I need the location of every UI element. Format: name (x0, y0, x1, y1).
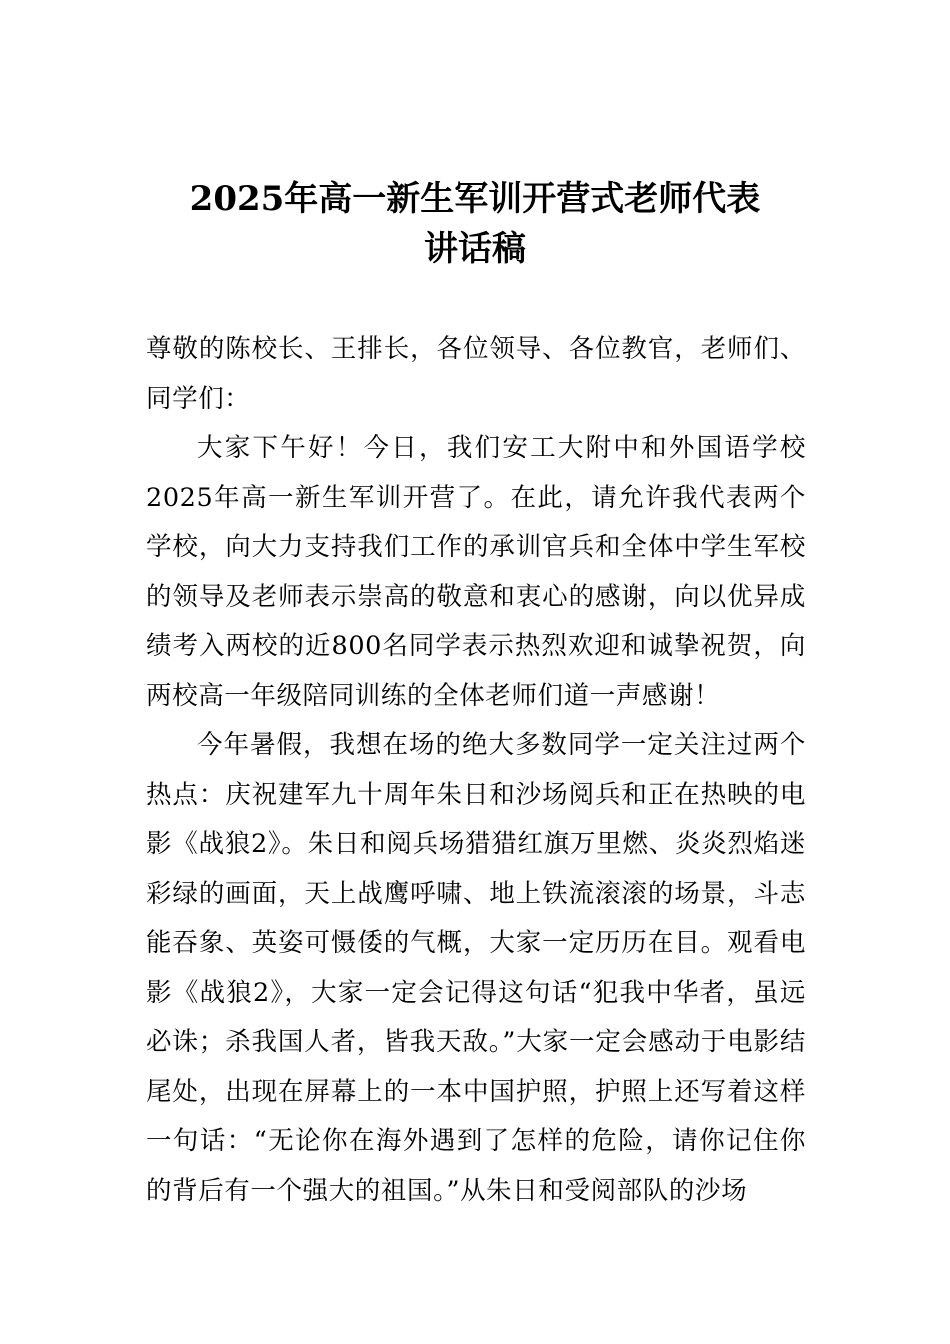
paragraph-1: 大家下午好！今日，我们安工大附中和外国语学校2025年高一新生军训开营了。在此，请允许我代表两个学校，向大力支持我们工作的承训官兵和全体中学生军校的领导及老师表示崇高的敬意和衷心的感谢，向以优异成绩考入两校的近800名同学表示热烈欢迎和诚挚祝贺，向两校高一年级陪同训练的全体老师们道一声感谢！ (146, 433, 806, 711)
paragraph-2: 今年暑假，我想在场的绝大多数同学一定关注过两个热点：庆祝建军九十周年朱日和沙场阅兵和正在热映的电影《战狼2》。朱日和阅兵场猎猎红旗万里燃、炎炎烈焰迷彩绿的画面，天上战鹰呼啸、地上铁流滚滚的场景，斗志能吞象、英姿可慑倭的气概，大家一定历历在目。观看电影《战狼2》，大家一定会记得这句话“犯我中华者，虽远必诛；杀我国人者，皆我天敌。”大家一定会感动于电影结尾处，出现在屏幕上的一本中国护照，护照上还写着这样一句话：“无论你在海外遇到了怎样的危险，请你记住你的背后有一个强大的祖国。”从朱日和受阅部队的沙场 (146, 730, 806, 1206)
salutation: 尊敬的陈校长、王排长，各位领导、各位教官，老师们、同学们： (146, 334, 806, 414)
title-line-2: 讲话稿 (424, 229, 526, 269)
document-title (120, 174, 830, 274)
title-line-1: 2025年高一新生军训开营式老师代表 (189, 179, 761, 219)
document-body (146, 325, 806, 1216)
